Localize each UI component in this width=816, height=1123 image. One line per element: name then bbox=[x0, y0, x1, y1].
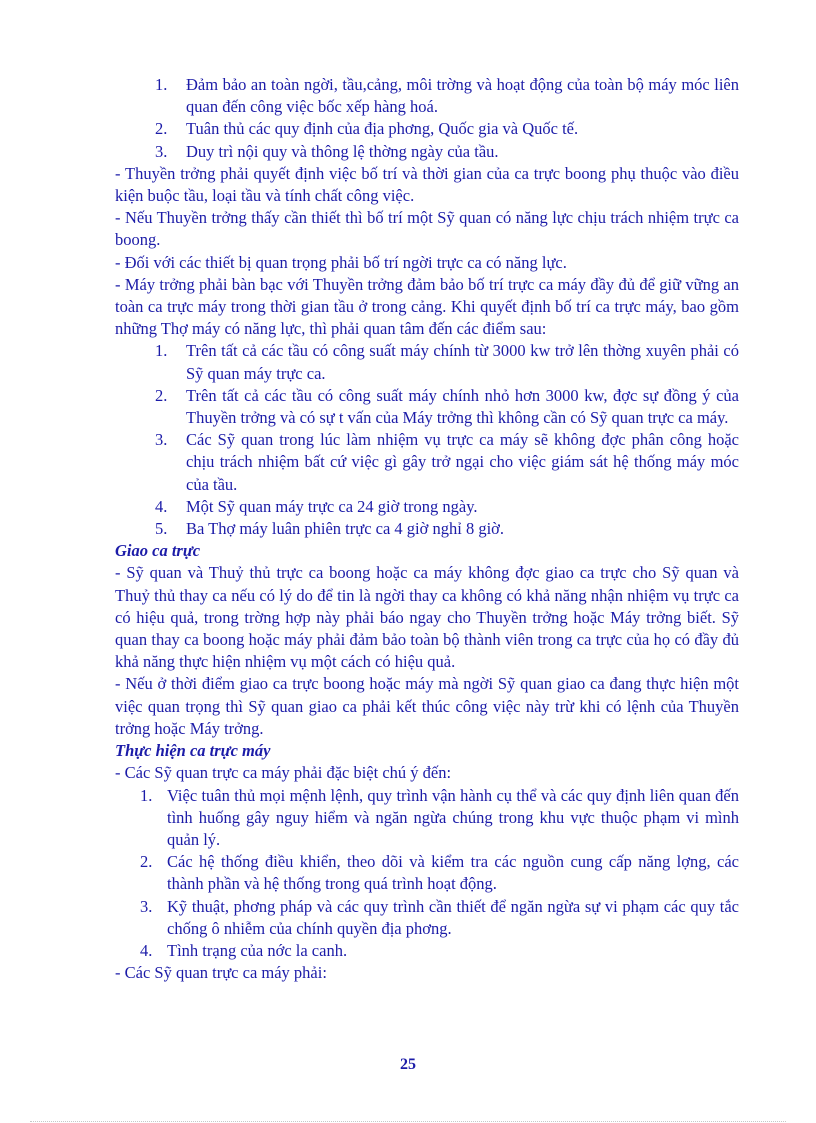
list-item: 3. Duy trì nội quy và thông lệ thờng ngày của tầu. bbox=[155, 141, 499, 161]
list-item: 2. Các hệ thống điều khiển, theo dõi và kiểm tra các nguồn cung cấp năng lợng, các thành phần và hệ thống trong quá trình hoạt động. bbox=[140, 852, 739, 894]
list-item: 2. Tuân thủ các quy định của địa phơng, Quốc gia và Quốc tế. bbox=[155, 119, 579, 139]
paragraph: - Đối với các thiết bị quan trọng phải bố trí ngời trực ca có năng lực. bbox=[115, 252, 567, 272]
paragraph: - Thuyền trởng phải quyết định việc bố trí và thời gian của ca trực boong phụ thuộc vào điều kiện buộc tầu, loại tầu và tính chất công việc. bbox=[115, 163, 739, 206]
list-item: 5. Ba Thợ máy luân phiên trực ca 4 giờ nghỉ 8 giờ. bbox=[155, 519, 505, 539]
list-item: 3. Các Sỹ quan trong lúc làm nhiệm vụ trực ca máy sẽ không đợc phân công hoặc chịu trách nhiệm bất cứ việc gì gây trở ngại cho việc giám sát hệ thống máy móc của tầu. bbox=[155, 430, 739, 494]
list-item: 1. Đảm bảo an toàn ngời, tầu,cảng, môi trờng và hoạt động của toàn bộ máy móc liên quan đến công việc bốc xếp hàng hoá. bbox=[155, 75, 739, 117]
page-number: 25 bbox=[400, 1056, 416, 1073]
list-item: 4. Tình trạng của nớc la canh. bbox=[140, 940, 348, 960]
paragraph: - Sỹ quan và Thuỷ thủ trực ca boong hoặc ca máy không đợc giao ca trực cho Sỹ quan và Thuỷ thủ thay ca nếu có lý do để tin là ngời thay ca không có khả năng nhận nhiệm vụ trực ca có hiệu quả, trong trờng hợp này phải báo ngay cho Thuyền trởng hoặc Máy trởng biết. Sỹ quan thay ca boong hoặc máy phải đảm bảo toàn bộ thành viên trong ca trực của họ có đầy đủ khả năng thực hiện nhiệm vụ một cách có hiệu quả. bbox=[115, 563, 739, 672]
list-item: 2. Trên tất cả các tầu có công suất máy chính nhỏ hơn 3000 kw, đợc sự đồng ý của Thuyền trởng và có sự t vấn của Máy trởng thì không cần có Sỹ quan trực ca máy. bbox=[155, 385, 739, 428]
list-engine-watch-points bbox=[115, 340, 739, 540]
list-item: 1. Việc tuân thủ mọi mệnh lệnh, quy trình vận hành cụ thể và các quy định liên quan đến tình huống gây nguy hiểm và ngăn ngừa chúng trong khu vực thuộc phạm vi mình quản lý. bbox=[140, 785, 739, 849]
list-engine-watch-attention bbox=[115, 785, 739, 963]
list-item: 3. Kỹ thuật, phơng pháp và các quy trình cần thiết để ngăn ngừa sự vi phạm các quy tắc chống ô nhiễm của chính quyền địa phơng. bbox=[140, 896, 739, 938]
list-item: 4. Một Sỹ quan máy trực ca 24 giờ trong ngày. bbox=[155, 496, 478, 516]
list-item: 1. Trên tất cả các tầu có công suất máy chính từ 3000 kw trở lên thờng xuyên phải có Sỹ quan máy trực ca. bbox=[155, 341, 739, 383]
page-bottom-divider bbox=[30, 1121, 786, 1122]
section-heading-handover: Giao ca trực bbox=[115, 541, 201, 561]
paragraph: - Nếu Thuyền trởng thấy cần thiết thì bố trí một Sỹ quan có năng lực chịu trách nhiệm trực ca boong. bbox=[115, 208, 739, 250]
document-page bbox=[115, 74, 739, 984]
paragraph: - Nếu ở thời điểm giao ca trực boong hoặc máy mà ngời Sỹ quan giao ca đang thực hiện một việc quan trọng thì Sỹ quan giao ca phải kết thúc công việc này trừ khi có lệnh của Thuyền trởng hoặc Máy trởng. bbox=[115, 674, 739, 738]
section-heading-engine-watch: Thực hiện ca trực máy bbox=[115, 741, 271, 761]
paragraph: - Các Sỹ quan trực ca máy phải đặc biệt chú ý đến: bbox=[115, 763, 452, 783]
list-cargo-duties bbox=[115, 74, 739, 163]
paragraph: - Máy trởng phải bàn bạc với Thuyền trởng đảm bảo bố trí trực ca máy đầy đủ để giữ vững an toàn ca trực máy trong thời gian tầu ở trong cảng. Khi quyết định bố trí ca trực máy, bao gồm những Thợ máy có năng lực, thì phải quan tâm đến các điểm sau: bbox=[115, 274, 739, 339]
paragraph: - Các Sỹ quan trực ca máy phải: bbox=[115, 963, 327, 983]
